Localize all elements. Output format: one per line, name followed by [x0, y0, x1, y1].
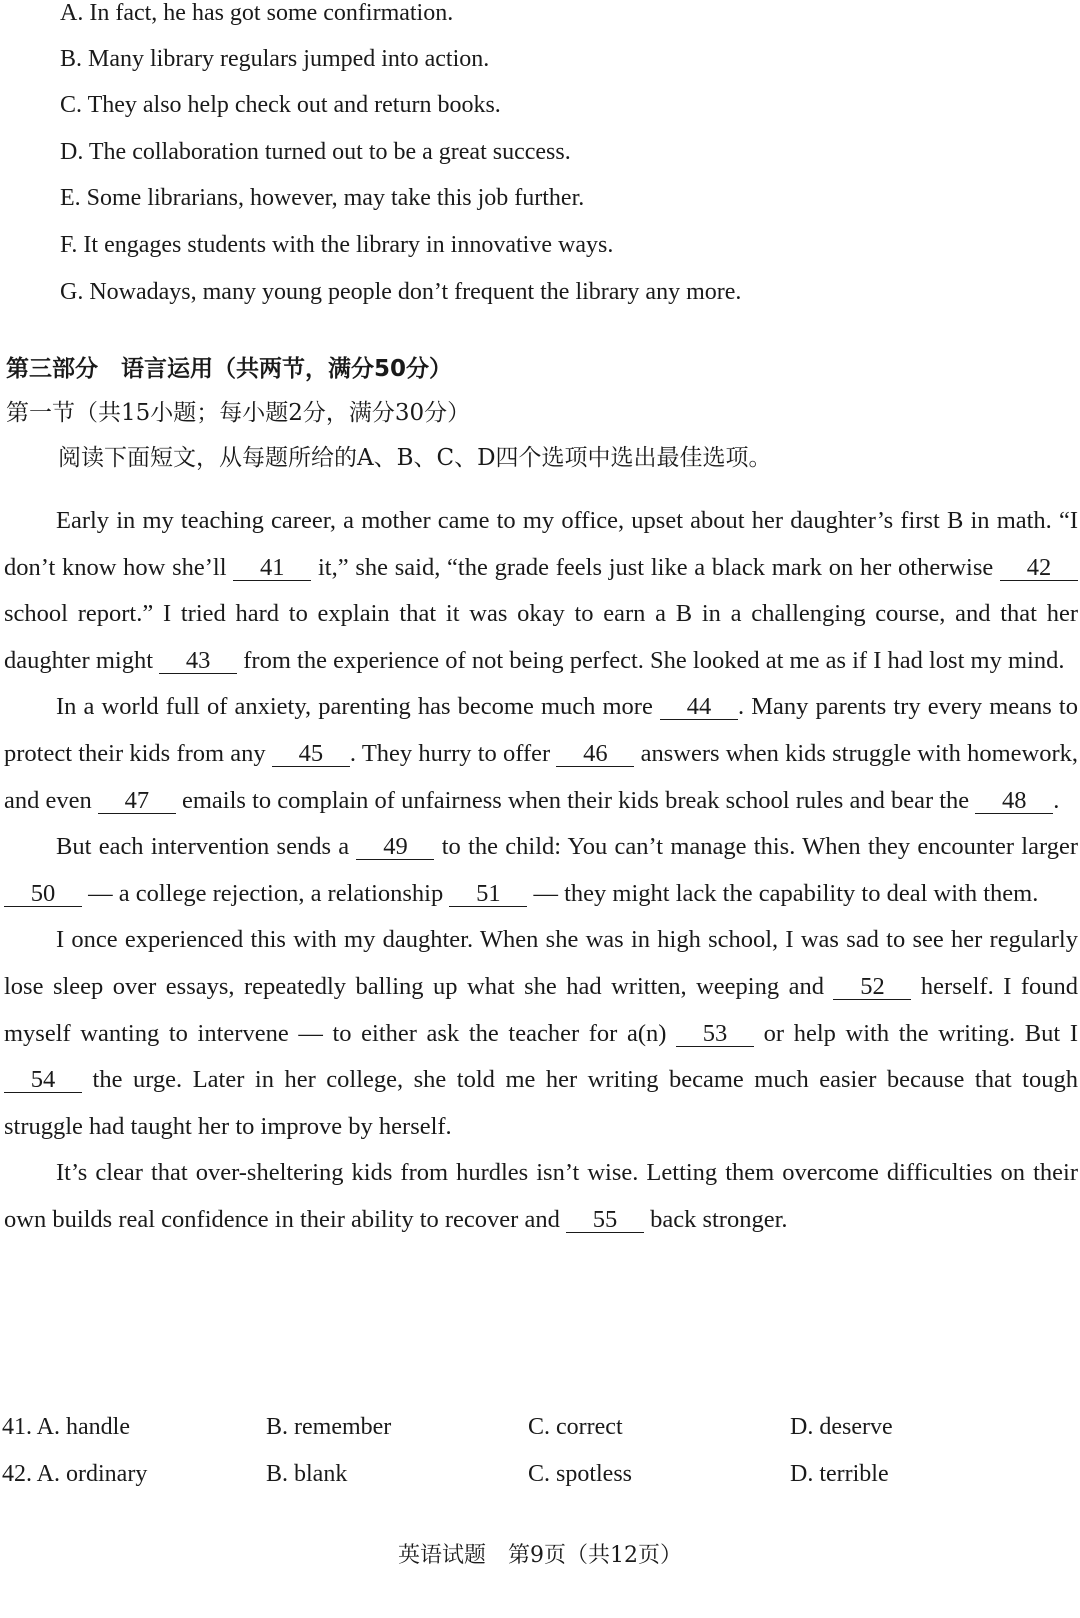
- section-subtitle: 第一节（共15小题；每小题2分，满分30分）: [6, 400, 471, 426]
- blank-50: 50: [4, 882, 82, 907]
- option-b: B. Many library regulars jumped into action.: [60, 46, 490, 72]
- blank-54: 54: [4, 1068, 82, 1093]
- paragraph-1: Early in my teaching career, a mother came to my office, upset about her daughter’s first B in math. “I don’t know how she’ll 41 it,” she said, “the grade feels just like a black mark on her otherwise 42 school report.” I tried hard to explain that it was okay to earn a B in a challenging course, and that her daughter might 43 from the experience of not being perfect. She looked at me as if I had lost my mind.: [4, 507, 1078, 674]
- paragraph-2: In a world full of anxiety, parenting has become much more 44 . Many parents try every means to protect their kids from any 45 . They hurry to offer 46 answers when kids struggle with homework, and even 47 emails to complain of unfairness when their kids break school rules and bear the 48 .: [4, 693, 1078, 814]
- paragraph-5: It’s clear that over-sheltering kids from hurdles isn’t wise. Letting them overcome difficulties on their own builds real confidence in their ability to recover and 55 back stronger.: [4, 1159, 1078, 1233]
- question-41-option-b: B. remember: [266, 1414, 392, 1440]
- question-41-option-c: C. correct: [528, 1414, 623, 1440]
- blank-41: 41: [233, 556, 311, 581]
- paragraph-4: I once experienced this with my daughter. When she was in high school, I was sad to see her regularly lose sleep over essays, repeatedly balling up what she had written, weeping and 52 herself. I found myself wanting to intervene — to either ask the teacher for a(n) 53 or help with the writing. But I 54 the urge. Later in her college, she told me her writing became much easier because that tough struggle had taught her to improve by herself.: [4, 926, 1078, 1140]
- question-42-option-a: 42. A. ordinary: [2, 1461, 148, 1487]
- section-title: 第三部分 语言运用（共两节，满分50分）: [6, 356, 453, 382]
- section-instruction: 阅读下面短文，从每题所给的A、B、C、D四个选项中选出最佳选项。: [58, 445, 772, 471]
- option-f: F. It engages students with the library in innovative ways.: [60, 232, 614, 258]
- option-g: G. Nowadays, many young people don’t frequent the library any more.: [60, 279, 742, 305]
- page-footer: 英语试题 第9页（共12页）: [398, 1543, 682, 1568]
- blank-43: 43: [159, 649, 237, 674]
- blank-47: 47: [98, 789, 176, 814]
- option-d: D. The collaboration turned out to be a great success.: [60, 139, 571, 165]
- blank-52: 52: [833, 975, 911, 1000]
- blank-46: 46: [556, 742, 634, 767]
- blank-55: 55: [566, 1208, 644, 1233]
- blank-53: 53: [676, 1022, 754, 1047]
- blank-48: 48: [975, 789, 1053, 814]
- blank-49: 49: [356, 835, 434, 860]
- paragraph-3: But each intervention sends a 49 to the child: You can’t manage this. When they encounter larger 50 — a college rejection, a relationship 51 — they might lack the capability to deal with them.: [4, 824, 1078, 917]
- blank-51: 51: [449, 882, 527, 907]
- blank-42: 42: [1000, 556, 1078, 581]
- option-e: E. Some librarians, however, may take this job further.: [60, 185, 585, 211]
- option-a: A. In fact, he has got some confirmation.: [60, 0, 454, 26]
- option-c: C. They also help check out and return books.: [60, 92, 501, 118]
- blank-44: 44: [660, 695, 738, 720]
- question-42-option-c: C. spotless: [528, 1461, 633, 1487]
- cloze-passage: [4, 498, 1078, 1244]
- question-42-option-d: D. terrible: [790, 1461, 889, 1487]
- question-41-option-d: D. deserve: [790, 1414, 893, 1440]
- question-42-option-b: B. blank: [266, 1461, 348, 1487]
- blank-45: 45: [272, 742, 350, 767]
- question-41-option-a: 41. A. handle: [2, 1414, 130, 1440]
